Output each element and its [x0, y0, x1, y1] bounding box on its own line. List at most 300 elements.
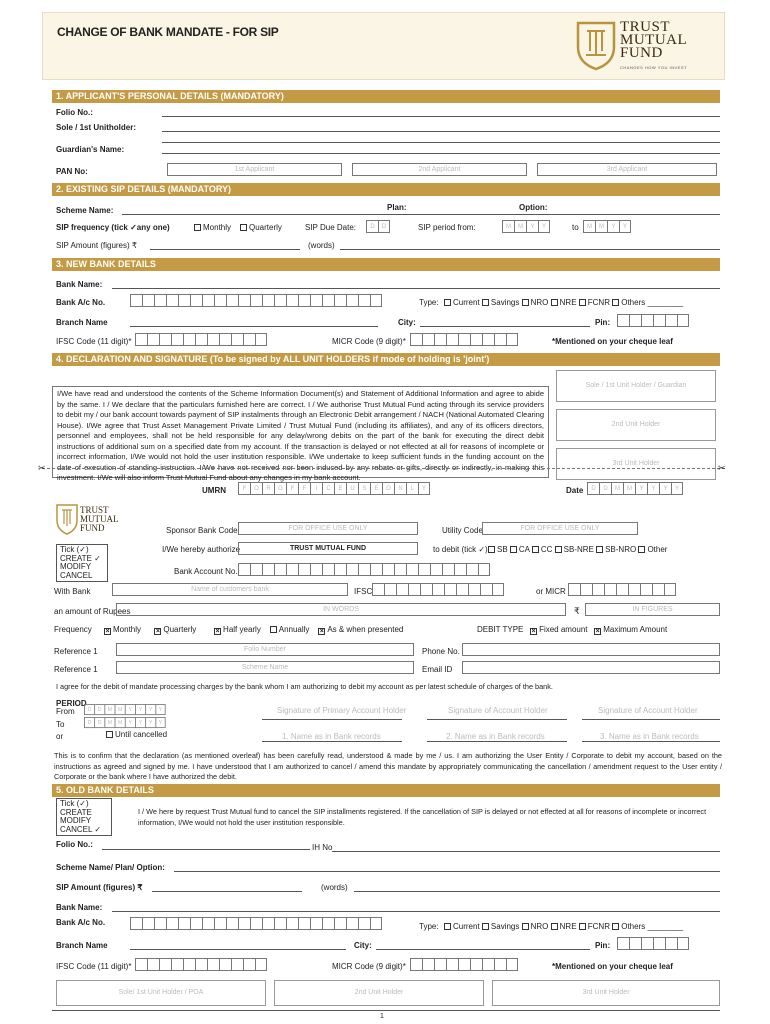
char-box[interactable]: [446, 333, 458, 346]
char-box[interactable]: [616, 583, 628, 596]
char-box[interactable]: N: [394, 482, 406, 495]
bank-account-label: Bank Account No.: [174, 567, 238, 576]
email-field[interactable]: [462, 661, 720, 674]
section-2-heading: 2. EXISTING SIP DETAILS (MANDATORY): [52, 183, 720, 196]
char-box[interactable]: [214, 294, 226, 307]
char-box[interactable]: [147, 333, 159, 346]
name-label-2: 2. Name as in Bank records: [446, 732, 545, 741]
sole-holder-input-2[interactable]: [162, 142, 720, 143]
mandate-sig-line-2[interactable]: [427, 719, 567, 720]
mandate-micr-boxes[interactable]: [568, 583, 676, 596]
char-box[interactable]: [274, 294, 286, 307]
monthly-checkbox[interactable]: Monthly: [194, 223, 231, 232]
scheme-name-field[interactable]: Scheme Name: [116, 661, 414, 674]
old-pin-boxes[interactable]: [617, 937, 689, 950]
char-box[interactable]: M: [611, 482, 623, 495]
char-box[interactable]: [494, 333, 506, 346]
old-bank-tick-box[interactable]: Tick (✓) CREATE MODIFY CANCEL ✓: [56, 798, 112, 836]
char-box[interactable]: [231, 333, 243, 346]
payee-field: TRUST MUTUAL FUND: [238, 542, 418, 555]
char-box[interactable]: [640, 583, 652, 596]
period-to-boxes[interactable]: [84, 717, 166, 728]
words-label: (words): [308, 241, 335, 250]
char-box[interactable]: [202, 917, 214, 930]
scissors-icon-right: ✂: [718, 463, 726, 473]
char-box[interactable]: [195, 333, 207, 346]
char-box[interactable]: [322, 563, 334, 576]
char-box[interactable]: E: [370, 482, 382, 495]
char-box[interactable]: Y: [135, 704, 145, 715]
char-box[interactable]: D: [84, 704, 94, 715]
pan-3-input[interactable]: 3rd Applicant: [537, 163, 717, 176]
umrn-label: UMRN: [202, 486, 226, 495]
char-box[interactable]: [422, 333, 434, 346]
sip-amount-label: SIP Amount (figures) ₹: [56, 241, 137, 250]
pan-label: PAN No:: [56, 167, 88, 176]
processing-charges-note: I agree for the debit of mandate processing charges by the bank whom I am authorizing to debit my account as per latest schedule of charges of the bank.: [56, 682, 553, 691]
section-1-heading: 1. APPLICANT'S PERSONAL DETAILS (MANDATORY): [52, 90, 720, 103]
char-box[interactable]: [370, 294, 382, 307]
char-box[interactable]: [482, 333, 494, 346]
char-box[interactable]: [238, 563, 250, 576]
char-box[interactable]: Y: [155, 704, 165, 715]
char-box[interactable]: [310, 294, 322, 307]
old-branch-label: Branch Name: [56, 941, 108, 950]
mandate-sig-line-1[interactable]: [262, 719, 402, 720]
char-box[interactable]: [372, 583, 384, 596]
char-box[interactable]: D: [84, 717, 94, 728]
name-label-3: 3. Name as in Bank records: [600, 732, 699, 741]
char-box[interactable]: [310, 563, 322, 576]
char-box[interactable]: Y: [635, 482, 647, 495]
char-box[interactable]: [238, 917, 250, 930]
option-label: Option:: [519, 203, 548, 212]
city-input[interactable]: [420, 326, 590, 327]
authorize-label: I/We hereby authorize: [162, 545, 241, 554]
old-branch-input[interactable]: [130, 949, 346, 950]
frequency-options[interactable]: × Monthly × Quarterly × Half yearly Annually × As & when presented: [105, 625, 404, 635]
char-box[interactable]: Y: [418, 482, 430, 495]
utility-code-label: Utility Code: [442, 526, 483, 535]
char-box[interactable]: Y: [659, 482, 671, 495]
char-box[interactable]: [408, 583, 420, 596]
char-box[interactable]: [226, 917, 238, 930]
plan-label: Plan:: [387, 203, 407, 212]
char-box[interactable]: [214, 917, 226, 930]
char-box[interactable]: [243, 333, 255, 346]
char-box[interactable]: M: [115, 717, 125, 728]
with-bank-label: With Bank: [54, 587, 91, 596]
char-box[interactable]: O: [382, 482, 394, 495]
branch-input[interactable]: [130, 326, 378, 327]
char-box[interactable]: I: [310, 482, 322, 495]
reference-1-label: Reference 1: [54, 647, 98, 656]
char-box[interactable]: [178, 294, 190, 307]
char-box[interactable]: [255, 333, 267, 346]
char-box[interactable]: [346, 294, 358, 307]
char-box[interactable]: [506, 958, 518, 971]
ifsc-label: IFSC Code (11 digit)*: [56, 337, 132, 346]
pan-1-input[interactable]: 1st Applicant: [167, 163, 342, 176]
until-cancelled-checkbox[interactable]: Until cancelled: [106, 730, 167, 739]
char-box[interactable]: [652, 583, 664, 596]
char-box[interactable]: L: [406, 482, 418, 495]
city-label: City:: [398, 318, 416, 327]
signature-box-3[interactable]: 3rd Unit Holder: [556, 448, 716, 480]
old-signature-box-1[interactable]: Sole/ 1st Unit Holder / POA: [56, 980, 266, 1006]
date-label: Date: [566, 486, 584, 495]
account-type-options[interactable]: Current Savings NRO NRE FCNR Others ________: [444, 298, 683, 307]
char-box[interactable]: [446, 958, 458, 971]
char-box[interactable]: [592, 583, 604, 596]
char-box[interactable]: [310, 917, 322, 930]
char-box[interactable]: Y: [145, 717, 155, 728]
char-box[interactable]: F: [298, 482, 310, 495]
footer-rule: [52, 1010, 720, 1011]
declaration-text: I/We have read and understood the contents of the Scheme Information Document(s) and Statement of Additional Information and agree to abide by the same. I / We declare that the particulars furnished here are correct. I / We authorise Trust Mutual Fund acting through its service providers to debit my / our bank account towards payment of SIP instalments through an Electronic Debit arrangement / NACH (National Automated Clearing House). I/We agree that Trust Asset Management Private Limited / Trust Mutual Fund (including its affiliates), and any of its officers directors, personnel and employees, shall not be held responsible for any delay/wrong debits on the part of the bank for executing the direct debit instructions of additional sum on a specified date from my account. If the transaction is delayed or not effected at all for reasons of incomplete or incorrect information, I/We would not hold the user institution responsible. I/We undertake to keep sufficient funds in the funding account on the date of execution of standing instruction. I/We have not received nor been induced by any rebate or gifts, directly or indirectly, in making this investment. I/We will also inform Trust Mutual Fund about any changes in my bank account.: [52, 386, 549, 478]
mandate-date-boxes[interactable]: [587, 482, 683, 495]
char-box[interactable]: D: [587, 482, 599, 495]
char-box[interactable]: Y: [647, 482, 659, 495]
char-box[interactable]: [147, 958, 159, 971]
char-box[interactable]: [478, 563, 490, 576]
char-box[interactable]: [410, 958, 422, 971]
char-box[interactable]: [334, 294, 346, 307]
char-box[interactable]: D: [94, 704, 104, 715]
char-box[interactable]: [274, 917, 286, 930]
char-box[interactable]: [322, 917, 334, 930]
cheque-note: *Mentioned on your cheque leaf: [552, 337, 673, 346]
debit-tick-label: to debit (tick ✓): [433, 545, 488, 554]
char-box[interactable]: D: [94, 717, 104, 728]
char-box[interactable]: Y: [671, 482, 683, 495]
char-box[interactable]: O: [274, 482, 286, 495]
char-box[interactable]: [171, 958, 183, 971]
char-box[interactable]: [262, 563, 274, 576]
amount-rupees-label: an amount of Rupees: [54, 607, 131, 616]
scissors-icon: ✂: [38, 463, 46, 473]
char-box[interactable]: [286, 563, 298, 576]
old-scheme-input[interactable]: [174, 871, 720, 872]
mandate-sig-line-3[interactable]: [582, 719, 720, 720]
logo-tagline: CHANGES HOW YOU INVEST: [620, 65, 687, 70]
char-box[interactable]: [420, 583, 432, 596]
char-box[interactable]: [358, 917, 370, 930]
char-box[interactable]: U: [346, 482, 358, 495]
char-box[interactable]: Y: [155, 717, 165, 728]
old-sip-amount-label: SIP Amount (figures) ₹: [56, 883, 143, 892]
mandate-name-line-3[interactable]: [582, 741, 720, 742]
old-account-no-boxes[interactable]: [130, 917, 382, 930]
char-box[interactable]: [370, 563, 382, 576]
char-box[interactable]: [482, 958, 494, 971]
bank-name-input[interactable]: [112, 288, 720, 289]
guardian-label: Guardian's Name:: [56, 145, 125, 154]
char-box[interactable]: [207, 958, 219, 971]
old-account-type-label: Type:: [419, 922, 439, 931]
old-sip-amount-input[interactable]: [152, 891, 302, 892]
name-label-1: 1. Name as in Bank records: [282, 732, 381, 741]
folio-input[interactable]: [162, 116, 720, 117]
pin-label: Pin:: [595, 318, 611, 327]
char-box[interactable]: [154, 294, 166, 307]
old-folio-label: Folio No.:: [56, 840, 93, 849]
char-box[interactable]: R: [262, 482, 274, 495]
email-label: Email ID: [422, 665, 453, 674]
char-box[interactable]: E: [334, 482, 346, 495]
char-box[interactable]: S: [358, 482, 370, 495]
char-box[interactable]: [262, 294, 274, 307]
char-box[interactable]: C: [322, 482, 334, 495]
sig-label-3: Signature of Account Holder: [598, 706, 698, 715]
char-box[interactable]: M: [104, 717, 114, 728]
sip-period-to-boxes[interactable]: M M Y Y: [583, 220, 631, 233]
char-box[interactable]: [250, 294, 262, 307]
logo-crest-icon: [574, 19, 618, 71]
char-box[interactable]: M: [623, 482, 635, 495]
char-box[interactable]: D: [599, 482, 611, 495]
char-box[interactable]: [470, 333, 482, 346]
char-box[interactable]: [298, 294, 310, 307]
sip-frequency-label: SIP frequency (tick ✓any one): [56, 223, 170, 232]
char-box[interactable]: [506, 333, 518, 346]
char-box[interactable]: [568, 583, 580, 596]
char-box[interactable]: Y: [135, 717, 145, 728]
char-box[interactable]: [130, 917, 142, 930]
char-box[interactable]: [468, 583, 480, 596]
char-box[interactable]: [466, 563, 478, 576]
char-box[interactable]: F: [286, 482, 298, 495]
scheme-input[interactable]: [122, 214, 720, 215]
char-box[interactable]: [178, 917, 190, 930]
char-box[interactable]: [159, 958, 171, 971]
char-box[interactable]: [322, 294, 334, 307]
old-bank-name-input[interactable]: [112, 911, 720, 912]
char-box[interactable]: [250, 563, 262, 576]
sip-period-from-boxes[interactable]: M M Y Y: [502, 220, 550, 233]
char-box[interactable]: [418, 563, 430, 576]
char-box[interactable]: [286, 294, 298, 307]
char-box[interactable]: [190, 917, 202, 930]
trust-mutual-fund-logo: [574, 19, 714, 77]
folio-label: Folio No.:: [56, 108, 93, 117]
char-box[interactable]: [442, 563, 454, 576]
char-box[interactable]: Y: [125, 704, 135, 715]
sip-amount-input[interactable]: [150, 249, 300, 250]
ifsc-boxes[interactable]: [135, 333, 267, 346]
cut-line: [42, 468, 725, 469]
char-box[interactable]: [255, 958, 267, 971]
char-box[interactable]: [166, 294, 178, 307]
char-box[interactable]: [434, 958, 446, 971]
old-account-no-label: Bank A/c No.: [56, 918, 106, 927]
char-box[interactable]: [346, 917, 358, 930]
section-5-heading: 5. OLD BANK DETAILS: [52, 784, 720, 797]
char-box[interactable]: [358, 294, 370, 307]
char-box[interactable]: [207, 333, 219, 346]
old-folio-input[interactable]: [102, 849, 310, 850]
char-box[interactable]: [580, 583, 592, 596]
char-box[interactable]: [382, 563, 394, 576]
char-box[interactable]: [432, 583, 444, 596]
char-box[interactable]: [444, 583, 456, 596]
char-box[interactable]: [430, 563, 442, 576]
char-box[interactable]: [183, 958, 195, 971]
char-box[interactable]: Y: [125, 717, 135, 728]
char-box[interactable]: [454, 563, 466, 576]
char-box[interactable]: [231, 958, 243, 971]
customer-bank-field[interactable]: Name of customers bank: [112, 583, 348, 596]
sig-label-2: Signature of Account Holder: [448, 706, 548, 715]
mandate-action-tick-box[interactable]: Tick (✓) CREATE ✓ MODIFY CANCEL: [56, 544, 108, 582]
char-box[interactable]: [154, 917, 166, 930]
char-box[interactable]: [171, 333, 183, 346]
account-type-label: Type:: [419, 298, 439, 307]
mandate-ifsc-boxes[interactable]: [372, 583, 504, 596]
pan-2-input[interactable]: 2nd Applicant: [352, 163, 527, 176]
char-box[interactable]: [142, 917, 154, 930]
micr-boxes[interactable]: [410, 333, 518, 346]
amount-words-field[interactable]: IN WORDS: [116, 603, 566, 616]
period-from-boxes[interactable]: [84, 704, 166, 715]
old-ifsc-boxes[interactable]: [135, 958, 267, 971]
sip-period-label: SIP period from:: [418, 223, 476, 232]
char-box[interactable]: [298, 563, 310, 576]
char-box[interactable]: [456, 583, 468, 596]
old-ifsc-label: IFSC Code (11 digit)*: [56, 962, 132, 971]
char-box[interactable]: [494, 958, 506, 971]
char-box[interactable]: [159, 333, 171, 346]
folio-number-field[interactable]: Folio Number: [116, 643, 414, 656]
account-no-label: Bank A/c No.: [56, 298, 106, 307]
pin-boxes[interactable]: [617, 314, 689, 327]
old-pin-label: Pin:: [595, 941, 611, 950]
char-box[interactable]: [370, 917, 382, 930]
sponsor-bank-label: Sponsor Bank Code: [166, 526, 238, 535]
char-box[interactable]: [298, 917, 310, 930]
debit-account-type-options[interactable]: SB CA CC SB-NRE SB-NRO Other: [488, 545, 667, 554]
logo-wordmark: TRUST MUTUAL FUND: [620, 19, 688, 61]
micr-label: MICR Code (9 digit)*: [332, 337, 406, 346]
old-words-label: (words): [321, 883, 348, 892]
char-box[interactable]: [250, 917, 262, 930]
char-box[interactable]: [492, 583, 504, 596]
scheme-label: Scheme Name:: [56, 206, 114, 215]
old-signature-box-3[interactable]: 3rd Unit Holder: [492, 980, 720, 1006]
quarterly-checkbox[interactable]: Quarterly: [240, 223, 282, 232]
sponsor-bank-field: FOR OFFICE USE ONLY: [238, 522, 418, 535]
sip-due-date-boxes[interactable]: D D: [366, 220, 390, 233]
char-box[interactable]: [480, 583, 492, 596]
frequency-label: Frequency: [54, 625, 92, 634]
signature-box-2[interactable]: 2nd Unit Holder: [556, 409, 716, 441]
char-box[interactable]: [470, 958, 482, 971]
char-box[interactable]: [334, 917, 346, 930]
old-city-input[interactable]: [376, 949, 590, 950]
phone-field[interactable]: [462, 643, 720, 656]
cancellation-text: I / We here by request Trust Mutual fund to cancel the SIP installments registered. If the cancellation of SIP is delayed or not effected at all for reasons of incomplete or incorrect information, I/We would not hold the user institution responsible.: [138, 807, 707, 827]
char-box[interactable]: [422, 958, 434, 971]
sig-label-1: Signature of Primary Account Holder: [277, 706, 407, 715]
char-box[interactable]: [628, 583, 640, 596]
char-box[interactable]: [406, 563, 418, 576]
char-box[interactable]: [334, 563, 346, 576]
ih-no-input[interactable]: [332, 851, 720, 852]
char-box[interactable]: [226, 294, 238, 307]
mandate-name-line-2[interactable]: [427, 741, 567, 742]
char-box[interactable]: [135, 958, 147, 971]
section-4-heading: 4. DECLARATION AND SIGNATURE (To be signed by ALL UNIT HOLDERS if mode of holding is 'joint'): [52, 353, 720, 366]
sole-holder-label: Sole / 1st Unitholder:: [56, 123, 137, 132]
char-box[interactable]: [458, 958, 470, 971]
char-box[interactable]: [202, 294, 214, 307]
old-sip-words-input[interactable]: [354, 891, 720, 892]
mandate-name-line-1[interactable]: [262, 741, 402, 742]
char-box[interactable]: [195, 958, 207, 971]
old-micr-boxes[interactable]: [410, 958, 518, 971]
char-box[interactable]: [238, 294, 250, 307]
char-box[interactable]: Y: [145, 704, 155, 715]
char-box[interactable]: [243, 958, 255, 971]
char-box[interactable]: [135, 333, 147, 346]
old-micr-label: MICR Code (9 digit)*: [332, 962, 406, 971]
char-box[interactable]: [274, 563, 286, 576]
char-box[interactable]: [219, 333, 231, 346]
amount-figures-field[interactable]: IN FIGURES: [585, 603, 720, 616]
char-box[interactable]: [183, 333, 195, 346]
char-box[interactable]: [434, 333, 446, 346]
char-box[interactable]: [664, 583, 676, 596]
to-label: to: [572, 223, 579, 232]
signature-box-1[interactable]: Sole / 1st Unit Holder / Guardian: [556, 370, 716, 402]
old-account-type-options[interactable]: Current Savings NRO NRE FCNR Others ________: [444, 922, 683, 931]
char-box[interactable]: [604, 583, 616, 596]
sole-holder-input[interactable]: [162, 131, 720, 132]
char-box[interactable]: [142, 294, 154, 307]
char-box[interactable]: [346, 563, 358, 576]
sip-due-date-label: SIP Due Date:: [305, 223, 356, 232]
account-no-boxes[interactable]: [130, 294, 382, 307]
svg-text:FUND: FUND: [80, 523, 105, 533]
char-box[interactable]: M: [104, 704, 114, 715]
old-bank-name-label: Bank Name:: [56, 903, 103, 912]
char-box[interactable]: [410, 333, 422, 346]
page-number: 1: [380, 1013, 384, 1020]
guardian-input[interactable]: [162, 153, 720, 154]
old-scheme-label: Scheme Name/ Plan/ Option:: [56, 863, 165, 872]
char-box[interactable]: [458, 333, 470, 346]
sip-amount-words-input[interactable]: [340, 249, 720, 250]
svg-text:MUTUAL: MUTUAL: [80, 514, 119, 524]
char-box[interactable]: M: [115, 704, 125, 715]
char-box[interactable]: [262, 917, 274, 930]
old-signature-box-2[interactable]: 2nd Unit Holder: [274, 980, 484, 1006]
old-cheque-note: *Mentioned on your cheque leaf: [552, 962, 673, 971]
char-box[interactable]: O: [250, 482, 262, 495]
debit-type-options[interactable]: DEBIT TYPE × Fixed amount × Maximum Amount: [477, 625, 668, 635]
char-box[interactable]: [166, 917, 178, 930]
char-box[interactable]: [190, 294, 202, 307]
char-box[interactable]: [219, 958, 231, 971]
mandate-account-boxes[interactable]: [238, 563, 490, 576]
char-box[interactable]: [286, 917, 298, 930]
char-box[interactable]: [396, 583, 408, 596]
char-box[interactable]: [394, 563, 406, 576]
char-box[interactable]: [130, 294, 142, 307]
char-box[interactable]: [384, 583, 396, 596]
char-box[interactable]: F: [238, 482, 250, 495]
char-box[interactable]: [358, 563, 370, 576]
